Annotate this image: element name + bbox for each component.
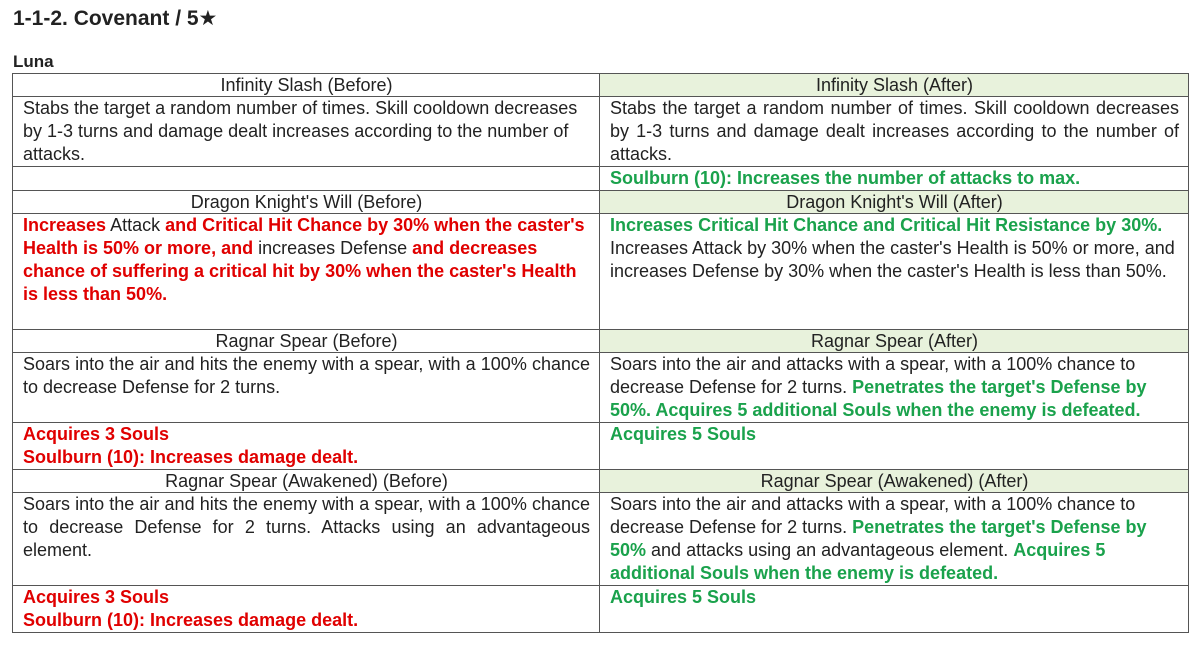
before-header-cell: Ragnar Spear (Awakened) (Before): [13, 470, 600, 493]
after-desc-cell: [600, 493, 1189, 586]
after-desc-cell: [600, 214, 1189, 330]
after-header-cell: Ragnar Spear (Awakened) (After): [600, 470, 1189, 493]
skill-header-row: [13, 470, 1189, 493]
skill-desc-row: [13, 493, 1189, 586]
after-desc-text: Increases Attack by 30% when the caster's Health is 50% or more, and increases Defense by 30% when the caster's Health is less than 50%.: [610, 238, 1175, 281]
after-header-cell: Ragnar Spear (After): [600, 330, 1189, 353]
before-soulburn-text: Soulburn (10): Increases damage dealt.: [23, 447, 359, 467]
before-desc-text: Soars into the air and hits the enemy with a spear, with a 100% chance to decrease Defense for 2 turns. Attacks using an advantageous element.: [23, 494, 590, 560]
before-header-cell: Ragnar Spear (Before): [13, 330, 600, 353]
character-name: Luna: [13, 52, 54, 71]
before-header-cell: Dragon Knight's Will (Before): [13, 191, 600, 214]
skill-extra-row: [13, 167, 1189, 191]
skill-desc-row: [13, 214, 1189, 330]
before-desc-cell: [13, 353, 600, 423]
before-desc-cell: [13, 493, 600, 586]
added-text: Penetrates the target's Defense by 50%. Acquires 5 additional Souls when the enemy is defeated.: [610, 377, 1147, 420]
added-text: Penetrates the target's Defense by 50%: [610, 517, 1147, 560]
after-desc-cell: [600, 97, 1189, 167]
before-souls-text: Acquires 3 Souls: [23, 587, 170, 607]
page-title: 1-1-2. Covenant / 5★: [13, 7, 218, 30]
before-extra-cell: [13, 167, 600, 191]
before-desc-text: Soars into the air and hits the enemy with a spear, with a 100% chance to decrease Defense for 2 turns.: [23, 354, 590, 397]
before-souls-text: Acquires 3 Souls: [23, 424, 170, 444]
after-desc-text: Stabs the target a random number of times. Skill cooldown decreases by 1-3 turns and damage dealt increases according to the number of attacks.: [610, 98, 1179, 164]
removed-text: and decreases chance of suffering a critical hit by 30% when the caster's Health is less than 50%.: [23, 238, 577, 304]
kept-text: increases Defense: [253, 238, 413, 258]
before-souls-cell: [13, 423, 600, 470]
before-souls-cell: [13, 586, 600, 633]
skill-desc-row: [13, 353, 1189, 423]
skill-header-row: [13, 191, 1189, 214]
after-desc-text: Soars into the air and attacks with a spear, with a 100% chance to decrease Defense for 2 turns.: [610, 494, 1136, 537]
removed-text: Increases: [23, 215, 107, 235]
after-souls-cell: [600, 423, 1189, 470]
after-header-cell: Dragon Knight's Will (After): [600, 191, 1189, 214]
kept-text: Attack: [106, 215, 166, 235]
after-souls-text: Acquires 5 Souls: [610, 424, 757, 444]
after-soulburn-text: Soulburn (10): Increases the number of attacks to max.: [610, 168, 1081, 188]
before-desc-cell: [13, 214, 600, 330]
after-desc-cell: [600, 353, 1189, 423]
removed-text: and Critical Hit Chance by 30% when the caster's Health is 50% or more, and: [23, 215, 585, 258]
before-desc-cell: [13, 97, 600, 167]
skill-souls-row: [13, 423, 1189, 470]
after-souls-cell: [600, 586, 1189, 633]
skill-header-row: [13, 330, 1189, 353]
skill-comparison-table: [12, 73, 1189, 633]
after-souls-text: Acquires 5 Souls: [610, 587, 757, 607]
added-text: Acquires 5 additional Souls when the enemy is defeated.: [610, 540, 1106, 583]
after-desc-text: and attacks using an advantageous element.: [646, 540, 1014, 560]
skill-souls-row: [13, 586, 1189, 633]
before-desc-text: Stabs the target a random number of times. Skill cooldown decreases by 1-3 turns and damage dealt increases according to the number of attacks.: [23, 98, 578, 164]
after-header-cell: Infinity Slash (After): [600, 74, 1189, 97]
after-extra-cell: [600, 167, 1189, 191]
before-soulburn-text: Soulburn (10): Increases damage dealt.: [23, 610, 359, 630]
after-desc-text: Soars into the air and attacks with a spear, with a 100% chance to decrease Defense for 2 turns.: [610, 354, 1136, 397]
skill-desc-row: [13, 97, 1189, 167]
before-header-cell: Infinity Slash (Before): [13, 74, 600, 97]
added-text: Increases Critical Hit Chance and Critical Hit Resistance by 30%.: [610, 215, 1163, 235]
skill-header-row: [13, 74, 1189, 97]
